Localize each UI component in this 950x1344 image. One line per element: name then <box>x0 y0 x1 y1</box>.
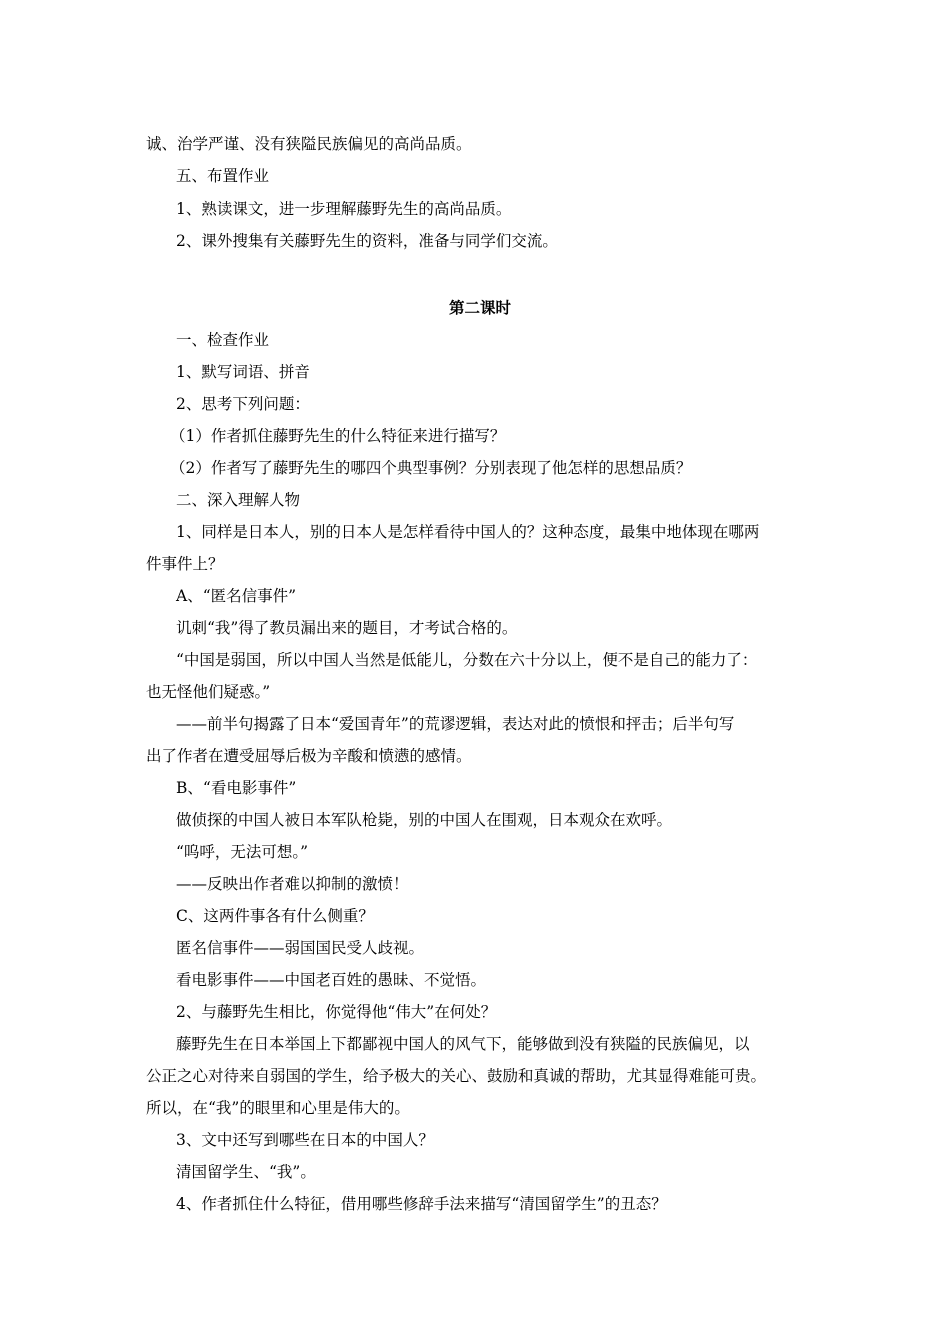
text-line: 也无怪他们疑惑。” <box>146 683 271 701</box>
text-line: 清国留学生、“我”。 <box>176 1163 316 1181</box>
text-line: 出了作者在遭受屈辱后极为辛酸和愤懑的感情。 <box>146 747 472 765</box>
text-line: 公正之心对待来自弱国的学生，给予极大的关心、鼓励和真诚的帮助，尤其显得难能可贵。 <box>146 1067 767 1085</box>
text-line: 1、同样是日本人，别的日本人是怎样看待中国人的？这种态度，最集中地体现在哪两 <box>176 523 760 541</box>
text-line: 4、作者抓住什么特征，借用哪些修辞手法来描写“清国留学生”的丑态？ <box>176 1195 667 1213</box>
text-line: ——反映出作者难以抑制的激愤！ <box>176 875 409 893</box>
text-line: （2）作者写了藤野先生的哪四个典型事例？分别表现了他怎样的思想品质？ <box>170 459 692 477</box>
text-line: 2、与藤野先生相比，你觉得他“伟大”在何处？ <box>176 1003 497 1021</box>
text-line: ——前半句揭露了日本“爱国青年”的荒谬逻辑，表达对此的愤恨和抨击；后半句写 <box>176 715 735 733</box>
text-line: 2、思考下列问题： <box>176 395 310 413</box>
text-line: C、这两件事各有什么侧重？ <box>176 907 374 925</box>
section-heading-homework: 五、布置作业 <box>176 167 270 185</box>
text-line: （1）作者抓住藤野先生的什么特征来进行描写？ <box>170 427 506 445</box>
text-line: 1、默写词语、拼音 <box>176 363 310 381</box>
text-line: 讥刺“我”得了教员漏出来的题目，才考试合格的。 <box>176 619 518 637</box>
text-line: 件事件上？ <box>146 555 224 573</box>
text-line: 3、文中还写到哪些在日本的中国人？ <box>176 1131 434 1149</box>
text-line: “呜呼，无法可想。” <box>176 843 309 861</box>
text-line: 2、课外搜集有关藤野先生的资料，准备与同学们交流。 <box>176 232 558 250</box>
section-heading-check: 一、检查作业 <box>176 331 270 349</box>
text-line: 诚、治学严谨、没有狭隘民族偏见的高尚品质。 <box>146 135 472 153</box>
text-line: B、“看电影事件” <box>176 779 297 797</box>
text-line: 藤野先生在日本举国上下都鄙视中国人的风气下，能够做到没有狭隘的民族偏见，以 <box>176 1035 750 1053</box>
text-line: 做侦探的中国人被日本军队枪毙，别的中国人在围观，日本观众在欢呼。 <box>176 811 673 829</box>
section-heading-understand: 二、深入理解人物 <box>176 491 301 509</box>
text-line: A、“匿名信事件” <box>176 587 297 605</box>
text-line: 1、熟读课文，进一步理解藤野先生的高尚品质。 <box>176 200 512 218</box>
text-line: 看电影事件——中国老百姓的愚昧、不觉悟。 <box>176 971 487 989</box>
lesson-title: 第二课时 <box>448 298 511 317</box>
text-line: “中国是弱国，所以中国人当然是低能儿，分数在六十分以上，便不是自己的能力了： <box>176 651 758 669</box>
text-line: 匿名信事件——弱国国民受人歧视。 <box>176 939 425 957</box>
text-line: 所以，在“我”的眼里和心里是伟大的。 <box>146 1099 410 1117</box>
